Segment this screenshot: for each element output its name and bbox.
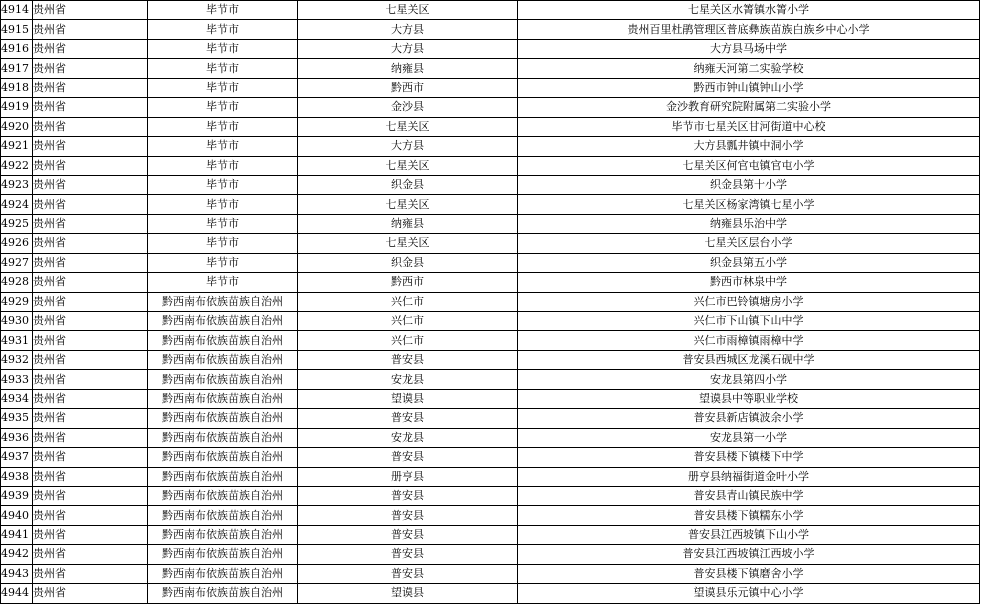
- city-cell: 毕节市: [148, 156, 298, 175]
- county-cell: 普安县: [298, 448, 518, 467]
- city-cell: 毕节市: [148, 1, 298, 20]
- city-cell: 黔西南布依族苗族自治州: [148, 350, 298, 369]
- school-name-cell: 普安县楼下镇磨舍小学: [518, 564, 980, 583]
- table-row: [1, 117, 980, 136]
- city-cell: 黔西南布依族苗族自治州: [148, 312, 298, 331]
- table-row: [1, 350, 980, 369]
- county-cell: 七星关区: [298, 1, 518, 20]
- city-cell: 黔西南布依族苗族自治州: [148, 370, 298, 389]
- table-row: [1, 1, 980, 20]
- county-cell: 望谟县: [298, 389, 518, 408]
- school-name-cell: 七星关区水箐镇水箐小学: [518, 1, 980, 20]
- school-name-cell: 望谟县乐元镇中心小学: [518, 584, 980, 603]
- city-cell: 黔西南布依族苗族自治州: [148, 584, 298, 603]
- province-cell: 贵州省: [33, 331, 148, 350]
- province-cell: 贵州省: [33, 78, 148, 97]
- province-cell: 贵州省: [33, 506, 148, 525]
- school-name-cell: 七星关区杨家湾镇七星小学: [518, 195, 980, 214]
- row-number: 4939: [1, 486, 33, 505]
- table-row: [1, 39, 980, 58]
- county-cell: 七星关区: [298, 234, 518, 253]
- province-cell: 贵州省: [33, 409, 148, 428]
- province-cell: 贵州省: [33, 1, 148, 20]
- school-name-cell: 织金县第十小学: [518, 175, 980, 194]
- row-number: 4942: [1, 545, 33, 564]
- city-cell: 毕节市: [148, 39, 298, 58]
- province-cell: 贵州省: [33, 545, 148, 564]
- county-cell: 金沙县: [298, 98, 518, 117]
- province-cell: 贵州省: [33, 584, 148, 603]
- city-cell: 黔西南布依族苗族自治州: [148, 428, 298, 447]
- school-name-cell: 贵州百里杜鹃管理区普底彝族苗族白族乡中心小学: [518, 20, 980, 39]
- province-cell: 贵州省: [33, 39, 148, 58]
- table-row: [1, 78, 980, 97]
- city-cell: 黔西南布依族苗族自治州: [148, 525, 298, 544]
- school-name-cell: 安龙县第四小学: [518, 370, 980, 389]
- city-cell: 黔西南布依族苗族自治州: [148, 467, 298, 486]
- city-cell: 黔西南布依族苗族自治州: [148, 389, 298, 408]
- row-number: 4923: [1, 175, 33, 194]
- table-row: [1, 525, 980, 544]
- county-cell: 普安县: [298, 506, 518, 525]
- school-name-cell: 黔西市林泉中学: [518, 273, 980, 292]
- province-cell: 贵州省: [33, 448, 148, 467]
- county-cell: 纳雍县: [298, 214, 518, 233]
- county-cell: 大方县: [298, 20, 518, 39]
- table-row: [1, 175, 980, 194]
- province-cell: 贵州省: [33, 525, 148, 544]
- school-name-cell: 普安县西城区龙溪石砚中学: [518, 350, 980, 369]
- row-number: 4924: [1, 195, 33, 214]
- table-row: [1, 409, 980, 428]
- table-row: [1, 137, 980, 156]
- row-number: 4916: [1, 39, 33, 58]
- county-cell: 黔西市: [298, 273, 518, 292]
- school-name-cell: 金沙教育研究院附属第二实验小学: [518, 98, 980, 117]
- school-name-cell: 织金县第五小学: [518, 253, 980, 272]
- table-row: [1, 584, 980, 603]
- city-cell: 黔西南布依族苗族自治州: [148, 448, 298, 467]
- province-cell: 贵州省: [33, 156, 148, 175]
- city-cell: 毕节市: [148, 78, 298, 97]
- table-row: [1, 234, 980, 253]
- table-row: [1, 331, 980, 350]
- table-row: [1, 486, 980, 505]
- city-cell: 毕节市: [148, 273, 298, 292]
- table-row: [1, 273, 980, 292]
- row-number: 4925: [1, 214, 33, 233]
- county-cell: 七星关区: [298, 156, 518, 175]
- province-cell: 贵州省: [33, 59, 148, 78]
- school-name-cell: 七星关区层台小学: [518, 234, 980, 253]
- school-name-cell: 安龙县第一小学: [518, 428, 980, 447]
- province-cell: 贵州省: [33, 312, 148, 331]
- table-row: [1, 20, 980, 39]
- row-number: 4914: [1, 1, 33, 20]
- school-name-cell: 毕节市七星关区甘河街道中心校: [518, 117, 980, 136]
- county-cell: 织金县: [298, 253, 518, 272]
- province-cell: 贵州省: [33, 253, 148, 272]
- city-cell: 毕节市: [148, 195, 298, 214]
- row-number: 4927: [1, 253, 33, 272]
- table-row: [1, 214, 980, 233]
- city-cell: 毕节市: [148, 137, 298, 156]
- row-number: 4932: [1, 350, 33, 369]
- city-cell: 毕节市: [148, 234, 298, 253]
- school-name-cell: 黔西市钟山镇钟山小学: [518, 78, 980, 97]
- county-cell: 望谟县: [298, 584, 518, 603]
- table-row: [1, 156, 980, 175]
- row-number: 4938: [1, 467, 33, 486]
- county-cell: 普安县: [298, 409, 518, 428]
- province-cell: 贵州省: [33, 195, 148, 214]
- county-cell: 大方县: [298, 137, 518, 156]
- county-cell: 七星关区: [298, 117, 518, 136]
- province-cell: 贵州省: [33, 214, 148, 233]
- county-cell: 大方县: [298, 39, 518, 58]
- school-name-cell: 兴仁市雨樟镇雨樟中学: [518, 331, 980, 350]
- province-cell: 贵州省: [33, 467, 148, 486]
- province-cell: 贵州省: [33, 234, 148, 253]
- city-cell: 黔西南布依族苗族自治州: [148, 506, 298, 525]
- city-cell: 毕节市: [148, 214, 298, 233]
- table-row: [1, 564, 980, 583]
- school-name-cell: 普安县新店镇波余小学: [518, 409, 980, 428]
- row-number: 4940: [1, 506, 33, 525]
- row-number: 4918: [1, 78, 33, 97]
- table-row: [1, 98, 980, 117]
- city-cell: 黔西南布依族苗族自治州: [148, 564, 298, 583]
- row-number: 4933: [1, 370, 33, 389]
- city-cell: 黔西南布依族苗族自治州: [148, 486, 298, 505]
- row-number: 4936: [1, 428, 33, 447]
- county-cell: 兴仁市: [298, 292, 518, 311]
- city-cell: 毕节市: [148, 117, 298, 136]
- table-row: [1, 448, 980, 467]
- city-cell: 毕节市: [148, 20, 298, 39]
- row-number: 4943: [1, 564, 33, 583]
- school-name-cell: 普安县青山镇民族中学: [518, 486, 980, 505]
- row-number: 4935: [1, 409, 33, 428]
- school-name-cell: 大方县瓢井镇中洞小学: [518, 137, 980, 156]
- row-number: 4941: [1, 525, 33, 544]
- county-cell: 安龙县: [298, 428, 518, 447]
- row-number: 4929: [1, 292, 33, 311]
- table-row: [1, 59, 980, 78]
- city-cell: 黔西南布依族苗族自治州: [148, 292, 298, 311]
- city-cell: 毕节市: [148, 59, 298, 78]
- school-name-cell: 大方县马场中学: [518, 39, 980, 58]
- province-cell: 贵州省: [33, 292, 148, 311]
- county-cell: 册亨县: [298, 467, 518, 486]
- row-number: 4934: [1, 389, 33, 408]
- city-cell: 毕节市: [148, 175, 298, 194]
- row-number: 4930: [1, 312, 33, 331]
- table-row: [1, 545, 980, 564]
- table-row: [1, 389, 980, 408]
- row-number: 4915: [1, 20, 33, 39]
- province-cell: 贵州省: [33, 428, 148, 447]
- row-number: 4928: [1, 273, 33, 292]
- school-name-cell: 册亨县纳福街道金叶小学: [518, 467, 980, 486]
- school-name-cell: 普安县江西坡镇下山小学: [518, 525, 980, 544]
- county-cell: 兴仁市: [298, 312, 518, 331]
- city-cell: 黔西南布依族苗族自治州: [148, 331, 298, 350]
- province-cell: 贵州省: [33, 370, 148, 389]
- school-name-cell: 兴仁市下山镇下山中学: [518, 312, 980, 331]
- row-number: 4921: [1, 137, 33, 156]
- school-name-cell: 普安县江西坡镇江西坡小学: [518, 545, 980, 564]
- province-cell: 贵州省: [33, 137, 148, 156]
- county-cell: 普安县: [298, 545, 518, 564]
- table-row: [1, 292, 980, 311]
- row-number: 4922: [1, 156, 33, 175]
- school-name-cell: 普安县楼下镇糯东小学: [518, 506, 980, 525]
- table-body: [1, 1, 980, 604]
- province-cell: 贵州省: [33, 273, 148, 292]
- table-row: [1, 195, 980, 214]
- table-row: [1, 370, 980, 389]
- row-number: 4937: [1, 448, 33, 467]
- county-cell: 普安县: [298, 350, 518, 369]
- county-cell: 黔西市: [298, 78, 518, 97]
- table-row: [1, 253, 980, 272]
- city-cell: 毕节市: [148, 98, 298, 117]
- city-cell: 毕节市: [148, 253, 298, 272]
- row-number: 4926: [1, 234, 33, 253]
- province-cell: 贵州省: [33, 564, 148, 583]
- city-cell: 黔西南布依族苗族自治州: [148, 545, 298, 564]
- province-cell: 贵州省: [33, 350, 148, 369]
- province-cell: 贵州省: [33, 175, 148, 194]
- row-number: 4931: [1, 331, 33, 350]
- province-cell: 贵州省: [33, 117, 148, 136]
- table-row: [1, 467, 980, 486]
- county-cell: 普安县: [298, 525, 518, 544]
- province-cell: 贵州省: [33, 20, 148, 39]
- county-cell: 安龙县: [298, 370, 518, 389]
- county-cell: 兴仁市: [298, 331, 518, 350]
- county-cell: 纳雍县: [298, 59, 518, 78]
- row-number: 4944: [1, 584, 33, 603]
- table-row: [1, 506, 980, 525]
- province-cell: 贵州省: [33, 486, 148, 505]
- city-cell: 黔西南布依族苗族自治州: [148, 409, 298, 428]
- school-name-cell: 七星关区何官屯镇官屯小学: [518, 156, 980, 175]
- row-number: 4919: [1, 98, 33, 117]
- row-number: 4920: [1, 117, 33, 136]
- county-cell: 普安县: [298, 564, 518, 583]
- row-number: 4917: [1, 59, 33, 78]
- county-cell: 七星关区: [298, 195, 518, 214]
- county-cell: 普安县: [298, 486, 518, 505]
- school-name-cell: 兴仁市巴铃镇塘房小学: [518, 292, 980, 311]
- table-row: [1, 428, 980, 447]
- school-name-cell: 纳雍天河第二实验学校: [518, 59, 980, 78]
- school-name-cell: 纳雍县乐治中学: [518, 214, 980, 233]
- table-row: [1, 312, 980, 331]
- province-cell: 贵州省: [33, 389, 148, 408]
- county-cell: 织金县: [298, 175, 518, 194]
- school-name-cell: 普安县楼下镇楼下中学: [518, 448, 980, 467]
- school-name-cell: 望谟县中等职业学校: [518, 389, 980, 408]
- province-cell: 贵州省: [33, 98, 148, 117]
